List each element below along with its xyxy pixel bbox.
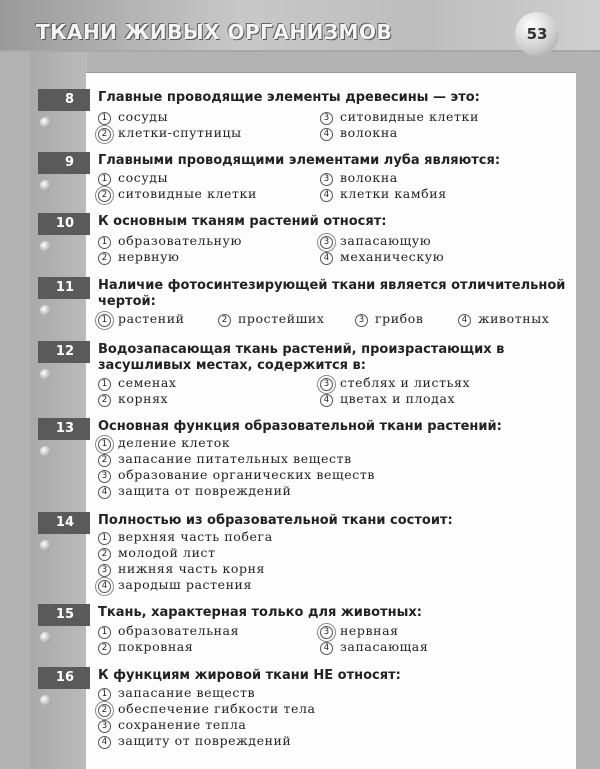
option-label: ситовидные клетки — [118, 186, 257, 201]
option-label: семенах — [118, 375, 177, 390]
answer-option[interactable] — [98, 233, 242, 249]
question-number-tab: 11 — [38, 277, 90, 299]
answer-option[interactable] — [98, 545, 216, 561]
answer-option[interactable] — [98, 577, 252, 593]
question-text: Основная функция образовательной ткани растений: — [98, 419, 502, 434]
circled-number-icon: 3 — [98, 470, 111, 483]
answer-option[interactable] — [98, 125, 242, 141]
answer-option[interactable] — [98, 529, 273, 545]
circled-number-icon: 1 — [98, 112, 111, 125]
answer-option[interactable] — [458, 311, 549, 327]
question-number-tab: 14 — [38, 512, 90, 534]
option-label: запасающую — [340, 233, 432, 248]
option-label: деление клеток — [118, 435, 231, 450]
option-label: стеблях и листьях — [340, 375, 471, 390]
answer-option[interactable] — [98, 109, 168, 125]
answer-option[interactable] — [320, 391, 455, 407]
question-text: Ткань, характерная только для животных: — [98, 605, 422, 620]
option-label: цветах и плодах — [340, 391, 456, 406]
option-label: грибов — [375, 311, 424, 326]
answer-option[interactable] — [320, 186, 447, 202]
answer-option[interactable] — [98, 483, 291, 499]
circled-number-icon: 1 — [98, 438, 111, 451]
answer-option[interactable] — [98, 186, 257, 202]
option-label: нижняя часть корня — [118, 561, 266, 576]
answer-option[interactable] — [98, 170, 168, 186]
option-label: сохранение тепла — [118, 717, 247, 732]
option-label: образовательная — [118, 623, 240, 638]
option-label: образование органических веществ — [118, 467, 375, 482]
answer-option[interactable] — [320, 170, 398, 186]
circled-number-icon: 1 — [98, 314, 111, 327]
option-label: образовательную — [118, 233, 242, 248]
bullet-ball-icon — [40, 540, 51, 551]
option-label: простейших — [238, 311, 325, 326]
page-number: 53 — [515, 12, 559, 56]
question-number-tab: 16 — [38, 667, 90, 689]
circled-number-icon: 3 — [98, 564, 111, 577]
option-label: запасающая — [340, 639, 429, 654]
answer-option[interactable] — [320, 125, 398, 141]
option-label: обеспечение гибкости тела — [118, 701, 316, 716]
circled-number-icon: 2 — [98, 642, 111, 655]
circled-number-icon: 1 — [98, 626, 111, 639]
answer-option[interactable] — [320, 249, 444, 265]
circled-number-icon: 2 — [218, 314, 231, 327]
answer-option[interactable] — [320, 233, 431, 249]
option-label: зародыш растения — [118, 577, 252, 592]
circled-number-icon: 4 — [98, 580, 111, 593]
answer-option[interactable] — [320, 375, 470, 391]
answer-option[interactable] — [355, 311, 424, 327]
option-label: защита от повреждений — [118, 483, 292, 498]
circled-number-icon: 4 — [320, 128, 333, 141]
answer-option[interactable] — [98, 733, 291, 749]
circled-number-icon: 3 — [320, 236, 333, 249]
circled-number-icon: 3 — [320, 626, 333, 639]
answer-option[interactable] — [98, 639, 193, 655]
option-label: клетки камбия — [340, 186, 447, 201]
option-label: верхняя часть побега — [118, 529, 273, 544]
circled-number-icon: 4 — [98, 736, 111, 749]
option-label: механическую — [340, 249, 445, 264]
circled-number-icon: 4 — [320, 189, 333, 202]
question-number-tab: 13 — [38, 418, 90, 440]
bullet-ball-icon — [40, 695, 51, 706]
circled-number-icon: 4 — [98, 486, 111, 499]
question-text: Наличие фотосинтезирующей ткани является отличительной чертой: — [98, 278, 566, 309]
answer-option[interactable] — [98, 451, 352, 467]
circled-number-icon: 2 — [98, 394, 111, 407]
circled-number-icon: 2 — [98, 189, 111, 202]
circled-number-icon: 1 — [98, 688, 111, 701]
option-label: животных — [478, 311, 550, 326]
option-label: волокна — [340, 125, 398, 140]
option-label: волокна — [340, 170, 398, 185]
question-text: Водозапасающая ткань растений, произрастающих в засушливых местах, содержится в: — [98, 342, 505, 373]
circled-number-icon: 3 — [320, 112, 333, 125]
answer-option[interactable] — [98, 623, 239, 639]
question-number-tab: 12 — [38, 341, 90, 363]
circled-number-icon: 4 — [320, 394, 333, 407]
circled-number-icon: 2 — [98, 548, 111, 561]
question-text: Главные проводящие элементы древесины — это: — [98, 90, 480, 105]
answer-option[interactable] — [98, 467, 375, 483]
bullet-ball-icon — [40, 446, 51, 457]
circled-number-icon: 1 — [98, 378, 111, 391]
option-label: нервная — [340, 623, 399, 638]
question-text: К функциям жировой ткани НЕ относят: — [98, 668, 401, 683]
answer-option[interactable] — [98, 391, 168, 407]
question-number-tab: 15 — [38, 604, 90, 626]
question-number-tab: 8 — [38, 89, 90, 111]
circled-number-icon: 3 — [98, 720, 111, 733]
answer-option[interactable] — [98, 311, 185, 327]
option-label: растений — [118, 311, 185, 326]
circled-number-icon: 4 — [320, 252, 333, 265]
answer-option[interactable] — [98, 375, 177, 391]
option-label: сосуды — [118, 109, 169, 124]
answer-option[interactable] — [98, 701, 316, 717]
circled-number-icon: 1 — [98, 173, 111, 186]
option-label: корнях — [118, 391, 169, 406]
bullet-ball-icon — [40, 632, 51, 643]
option-label: нервную — [118, 249, 180, 264]
answer-option[interactable] — [320, 623, 399, 639]
circled-number-icon: 1 — [98, 236, 111, 249]
question-number-tab: 10 — [38, 213, 90, 235]
option-label: запасание веществ — [118, 685, 256, 700]
circled-number-icon: 2 — [98, 454, 111, 467]
circled-number-icon: 1 — [98, 532, 111, 545]
option-label: клетки-спутницы — [118, 125, 242, 140]
question-text: Полностью из образовательной ткани состоит: — [98, 513, 453, 528]
bullet-ball-icon — [40, 305, 51, 316]
answer-option[interactable] — [98, 717, 246, 733]
bullet-ball-icon — [40, 117, 51, 128]
option-label: ситовидные клетки — [340, 109, 479, 124]
option-label: молодой лист — [118, 545, 216, 560]
option-label: запасание питательных веществ — [118, 451, 352, 466]
question-text: К основным тканям растений относят: — [98, 214, 387, 229]
circled-number-icon: 2 — [98, 252, 111, 265]
bullet-ball-icon — [40, 369, 51, 380]
option-label: покровная — [118, 639, 194, 654]
answer-option[interactable] — [320, 109, 479, 125]
answer-option[interactable] — [320, 639, 428, 655]
circled-number-icon: 4 — [320, 642, 333, 655]
circled-number-icon: 4 — [458, 314, 471, 327]
question-number-tab: 9 — [38, 152, 90, 174]
circled-number-icon: 3 — [320, 173, 333, 186]
bullet-ball-icon — [40, 180, 51, 191]
answer-option[interactable] — [98, 249, 180, 265]
circled-number-icon: 2 — [98, 704, 111, 717]
chapter-title: ТКАНИ ЖИВЫХ ОРГАНИЗМОВ — [36, 20, 393, 44]
answer-option[interactable] — [98, 685, 255, 701]
answer-option[interactable] — [218, 311, 325, 327]
option-label: защиту от повреждений — [118, 733, 292, 748]
chapter-header-banner — [0, 0, 600, 52]
circled-number-icon: 2 — [98, 128, 111, 141]
option-label: сосуды — [118, 170, 169, 185]
answer-option[interactable] — [98, 435, 230, 451]
answer-option[interactable] — [98, 561, 265, 577]
circled-number-icon: 3 — [320, 378, 333, 391]
bullet-ball-icon — [40, 241, 51, 252]
circled-number-icon: 3 — [355, 314, 368, 327]
question-text: Главными проводящими элементами луба являются: — [98, 153, 501, 168]
